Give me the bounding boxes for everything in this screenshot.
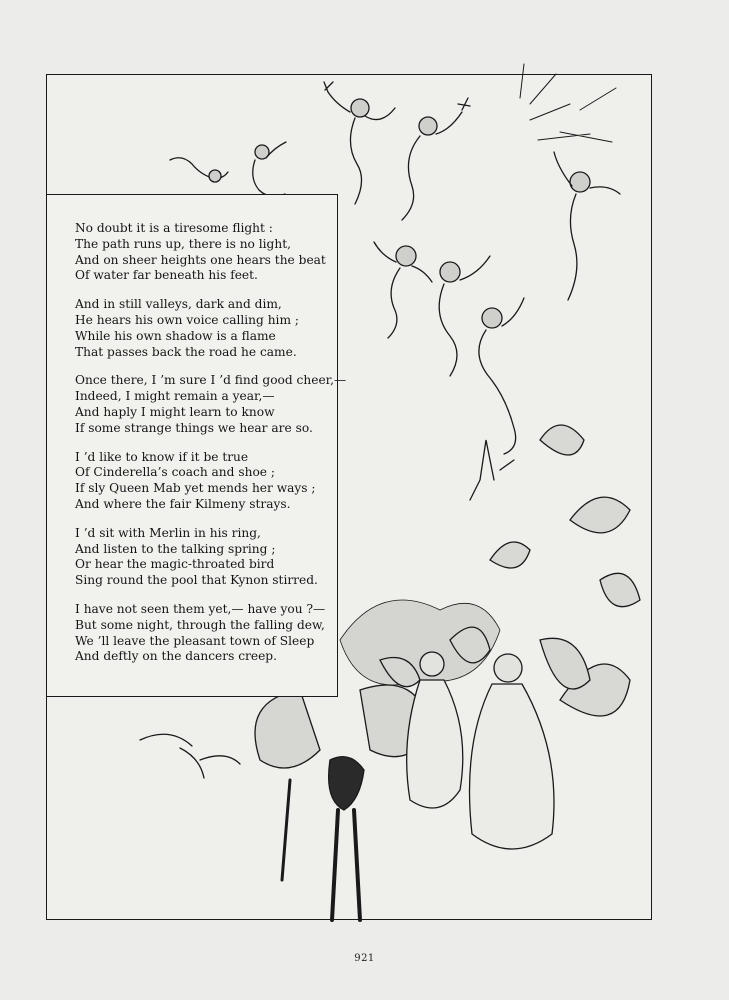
stanza-6 [75, 602, 337, 665]
poem-line: And on sheer heights one hears the beat [75, 252, 326, 267]
poem-text-box [46, 194, 347, 697]
poem-line: And listen to the talking spring ; [75, 541, 276, 556]
stanza-4 [75, 450, 337, 513]
flying-sprite-2 [253, 142, 286, 196]
poem-line: Once there, I ’m sure I ’d find good cheer,— [75, 373, 347, 388]
flying-sprite-1 [170, 158, 228, 182]
stanza-3 [75, 373, 347, 436]
stanza-1 [75, 221, 337, 284]
flying-sprite-3 [324, 82, 395, 204]
poem-line: Of water far beneath his feet. [75, 268, 258, 283]
poem-line: And where the fair Kilmeny strays. [75, 496, 291, 511]
poem-line: No doubt it is a tiresome flight : [75, 221, 273, 235]
poem-line: While his own shadow is a flame [75, 328, 276, 343]
fairy-left [255, 685, 430, 920]
stanza-2 [75, 297, 337, 360]
poem-line: I ’d sit with Merlin in his ring, [75, 525, 261, 540]
flying-sprite-4 [402, 98, 470, 220]
poem-line: Sing round the pool that Kynon stirred. [75, 573, 318, 588]
poem-line: But some night, through the falling dew, [75, 617, 325, 632]
poem-line: And haply I might learn to know [75, 404, 275, 419]
poem-line: If some strange things we hear are so. [75, 420, 313, 435]
fairy-right [470, 638, 591, 849]
poem-line: Of Cinderella’s coach and shoe ; [75, 465, 275, 480]
poem-line: The path runs up, there is no light, [75, 236, 291, 251]
poem-line: And deftly on the dancers creep. [75, 649, 277, 664]
poem-line: I ’d like to know if it be true [75, 449, 249, 464]
stanza-5 [75, 526, 337, 589]
poem-line: And in still valleys, dark and dim, [75, 297, 282, 312]
flying-sprite-8 [479, 298, 524, 454]
poem-line: If sly Queen Mab yet mends her ways ; [75, 481, 316, 496]
page-number: 921 [354, 953, 375, 964]
poem-line: Indeed, I might remain a year,— [75, 389, 275, 404]
flying-sprite-6 [374, 242, 432, 338]
poem-line: Or hear the magic-throated bird [75, 557, 275, 572]
flying-sprite-5 [554, 152, 620, 300]
poem-line: That passes back the road he came. [75, 344, 297, 359]
poem-line: I have not seen them yet,— have you ?— [75, 601, 326, 616]
poem-line: We ’ll leave the pleasant town of Sleep [75, 633, 315, 648]
poem-line: He hears his own voice calling him ; [75, 312, 299, 327]
